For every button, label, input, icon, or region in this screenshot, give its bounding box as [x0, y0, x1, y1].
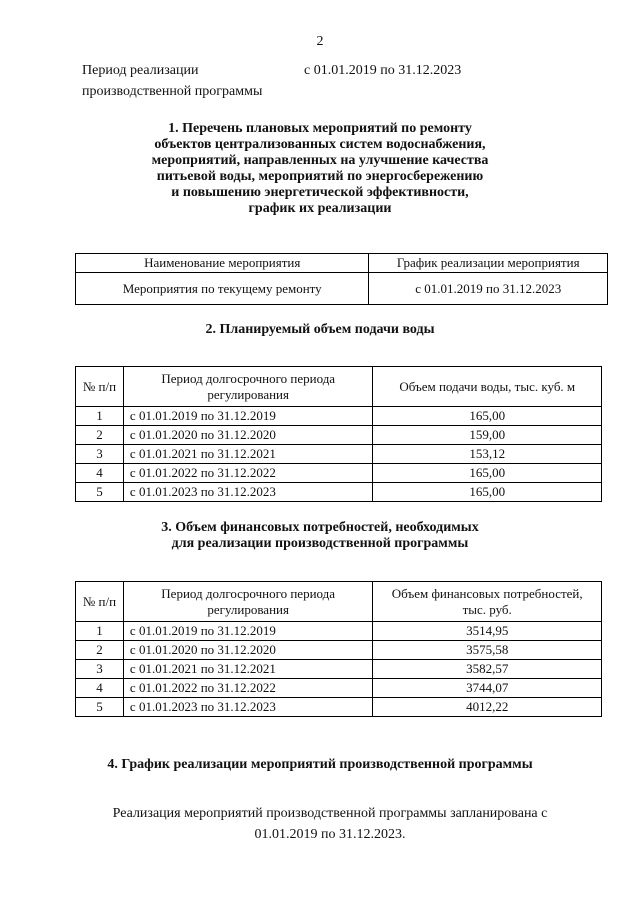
- table-row: [76, 641, 602, 660]
- header-cell: Объем финансовых потребностей, тыс. руб.: [373, 582, 602, 622]
- table-cell: 2: [76, 426, 124, 445]
- table-header-row: [76, 367, 602, 407]
- table-cell: 3514,95: [373, 622, 602, 641]
- table-cell: 165,00: [373, 464, 602, 483]
- table-cell: 1: [76, 407, 124, 426]
- section1-title: [0, 121, 640, 217]
- table-cell: Мероприятия по текущему ремонту: [76, 273, 369, 305]
- period-label: [82, 60, 304, 102]
- table-cell: 2: [76, 641, 124, 660]
- section1-title-line: питьевой воды, мероприятий по энергосбережению: [156, 169, 484, 184]
- table-cell: 4: [76, 464, 124, 483]
- table-row: [76, 464, 602, 483]
- table-cell: 165,00: [373, 407, 602, 426]
- period-label-line1: Период реализации: [82, 63, 199, 78]
- table-cell: 5: [76, 483, 124, 502]
- closing-line: 01.01.2019 по 31.12.2023.: [254, 827, 406, 842]
- section3-title: [0, 520, 640, 552]
- closing-paragraph: [60, 803, 600, 845]
- table-cell: с 01.01.2022 по 31.12.2022: [123, 464, 373, 483]
- header-cell: № п/п: [76, 367, 124, 407]
- table-header-row: [76, 254, 608, 273]
- table-cell: с 01.01.2019 по 31.12.2019: [123, 407, 373, 426]
- period-label-line2: производственной программы: [82, 84, 263, 99]
- table-cell: 159,00: [373, 426, 602, 445]
- program-period: [82, 60, 562, 102]
- table-cell: 153,12: [373, 445, 602, 464]
- table-cell: с 01.01.2020 по 31.12.2020: [123, 426, 373, 445]
- table-cell: 3: [76, 445, 124, 464]
- header-cell: Период долгосрочного периода регулирования: [123, 367, 373, 407]
- table-row: [76, 660, 602, 679]
- table-cell: с 01.01.2023 по 31.12.2023: [123, 483, 373, 502]
- header-cell: График реализации мероприятия: [369, 254, 608, 273]
- page-number: 2: [316, 34, 324, 49]
- section2-title: 2. Планируемый объем подачи воды: [205, 322, 435, 337]
- section1-title-line: и повышению энергетической эффективности,: [171, 185, 469, 200]
- table-row: [76, 407, 602, 426]
- table-cell: с 01.01.2023 по 31.12.2023: [123, 698, 373, 717]
- table-row: [76, 445, 602, 464]
- table-cell: с 01.01.2021 по 31.12.2021: [123, 660, 373, 679]
- table-row: [76, 622, 602, 641]
- table-cell: 165,00: [373, 483, 602, 502]
- table-cell: с 01.01.2022 по 31.12.2022: [123, 679, 373, 698]
- table-cell: с 01.01.2019 по 31.12.2023: [369, 273, 608, 305]
- header-cell: Период долгосрочного периода регулирования: [123, 582, 373, 622]
- table-cell: с 01.01.2021 по 31.12.2021: [123, 445, 373, 464]
- header-cell: Объем подачи воды, тыс. куб. м: [373, 367, 602, 407]
- section1-title-line: график их реализации: [248, 201, 392, 216]
- table-cell: 5: [76, 698, 124, 717]
- section3-title-line: для реализации производственной программы: [171, 536, 469, 551]
- section1-title-line: объектов централизованных систем водоснабжения,: [154, 137, 486, 152]
- table-cell: с 01.01.2020 по 31.12.2020: [123, 641, 373, 660]
- water-supply-table: [75, 366, 602, 502]
- table-cell: 3744,07: [373, 679, 602, 698]
- section3-title-line: 3. Объем финансовых потребностей, необходимых: [161, 520, 479, 535]
- closing-line: Реализация мероприятий производственной программы запланирована с: [112, 806, 548, 821]
- table-cell: 3: [76, 660, 124, 679]
- table-header-row: [76, 582, 602, 622]
- table-row: [76, 698, 602, 717]
- section1-title-line: мероприятий, направленных на улучшение качества: [151, 153, 489, 168]
- table-cell: 3582,57: [373, 660, 602, 679]
- header-cell: Наименование мероприятия: [76, 254, 369, 273]
- table-row: [76, 426, 602, 445]
- table-row: [76, 679, 602, 698]
- financial-needs-table: [75, 581, 602, 717]
- section4-title: 4. График реализации мероприятий производственной программы: [107, 757, 533, 772]
- header-cell: № п/п: [76, 582, 124, 622]
- table-cell: 4: [76, 679, 124, 698]
- table-row: [76, 483, 602, 502]
- table-cell: 4012,22: [373, 698, 602, 717]
- table-row: [76, 273, 608, 305]
- measures-table: [75, 253, 608, 305]
- table-cell: с 01.01.2019 по 31.12.2019: [123, 622, 373, 641]
- section1-title-line: 1. Перечень плановых мероприятий по ремонту: [168, 121, 472, 136]
- table-cell: 1: [76, 622, 124, 641]
- period-value: с 01.01.2019 по 31.12.2023: [304, 63, 462, 78]
- table-cell: 3575,58: [373, 641, 602, 660]
